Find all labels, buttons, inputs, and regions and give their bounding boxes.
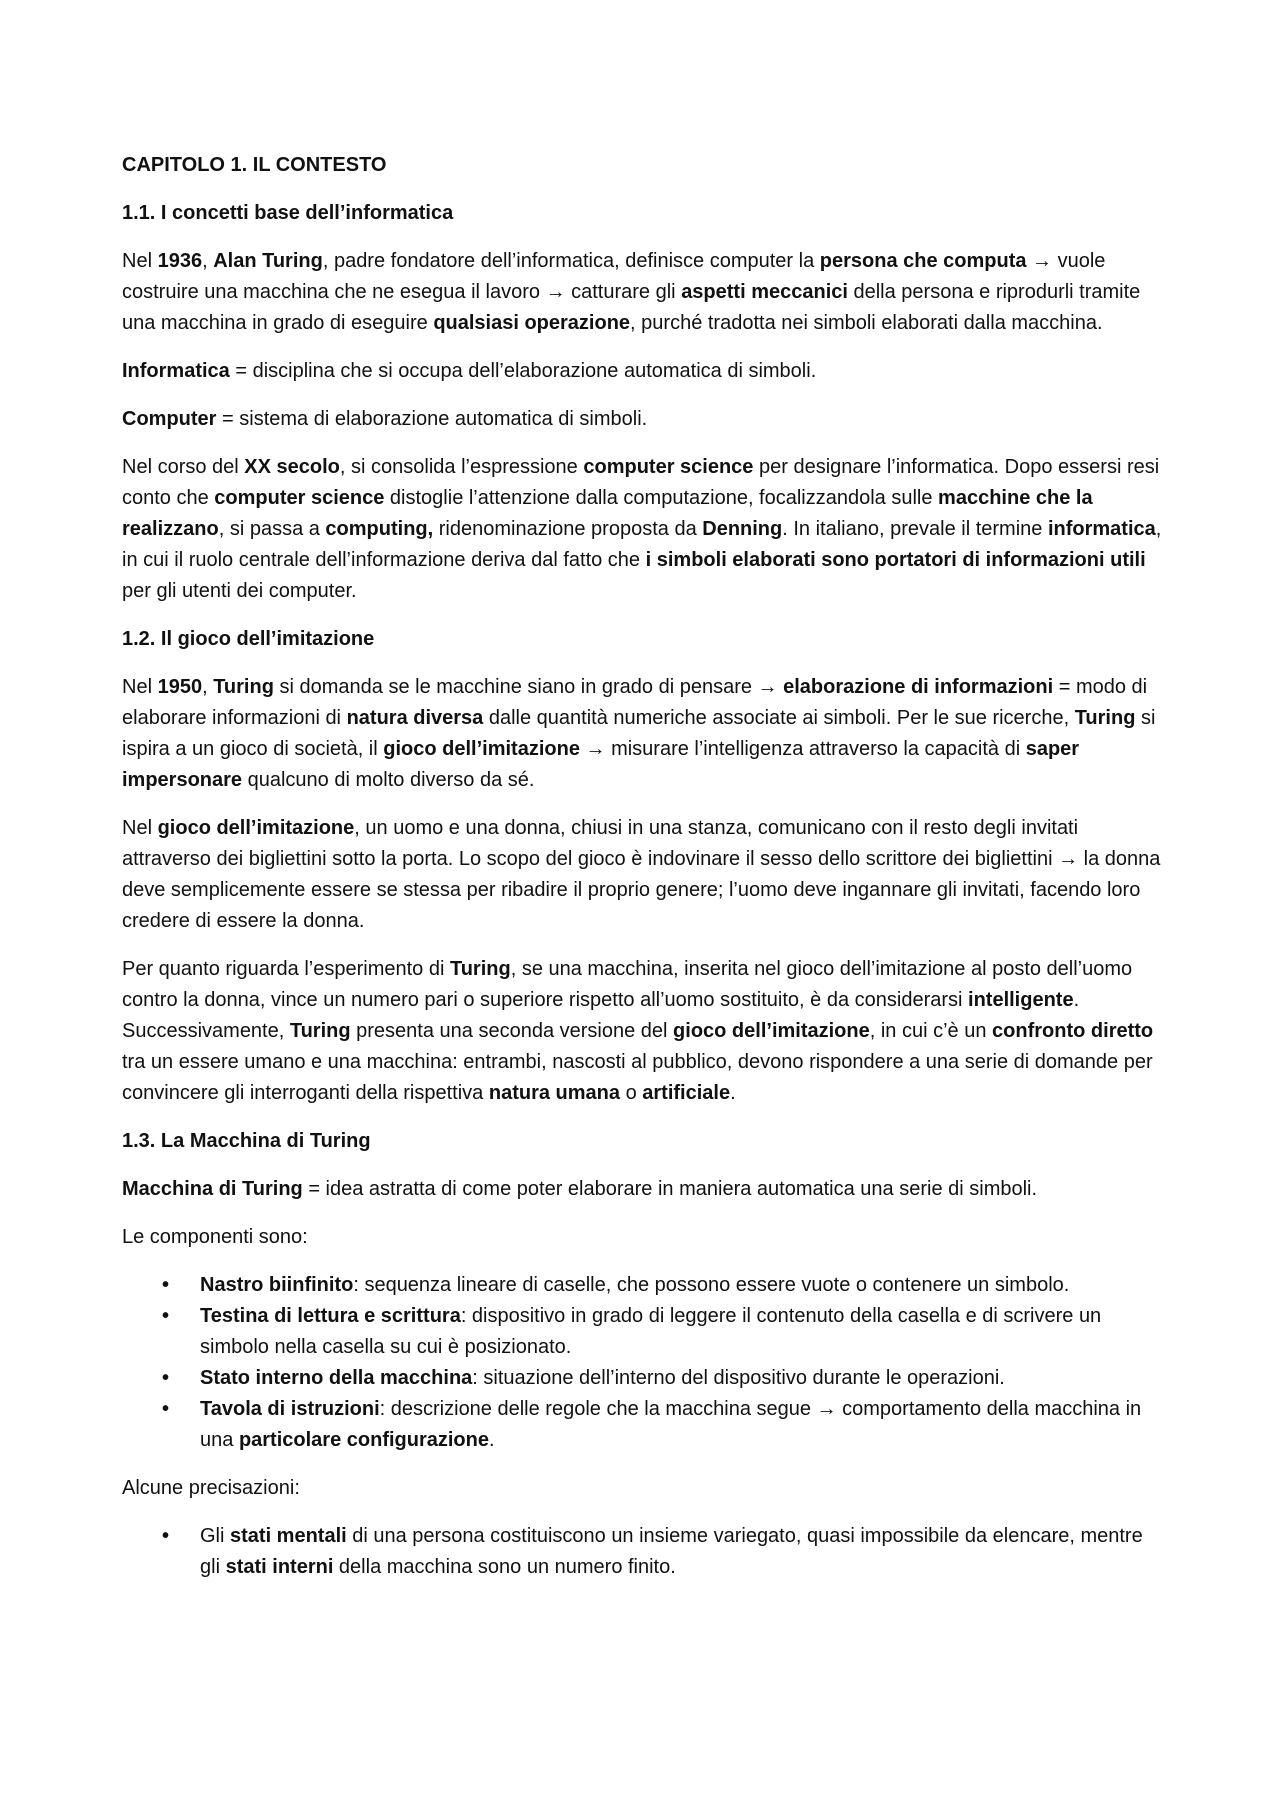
- bold-text: natura diversa: [346, 707, 484, 729]
- bullet-icon: •: [162, 1305, 170, 1327]
- bold-text: Turing: [1074, 707, 1136, 729]
- paragraph: [122, 813, 1167, 937]
- paragraph: [122, 672, 1167, 796]
- bullet-list: [122, 1521, 1167, 1583]
- bold-text: Turing: [449, 958, 511, 980]
- text-segment: = idea astratta di come poter elaborare in maniera automatica una serie di simboli.: [302, 1178, 1038, 1200]
- text-segment: . In italiano, prevale il termine: [782, 518, 1048, 540]
- list-item: [122, 1270, 1167, 1301]
- chapter-title: CAPITOLO 1. IL CONTESTO: [122, 154, 387, 176]
- bullet-icon: •: [162, 1398, 170, 1420]
- text-segment: della macchina sono un numero finito.: [333, 1556, 676, 1578]
- text-segment: Per quanto riguarda l’esperimento di: [122, 958, 450, 980]
- bullet-icon: •: [162, 1274, 170, 1296]
- bold-text: 1950: [157, 676, 203, 698]
- text-segment: : descrizione delle regole che la macchina segue → comportamento della macchina in una: [200, 1398, 1142, 1451]
- section-heading: 1.3. La Macchina di Turing: [122, 1130, 371, 1152]
- bold-text: stati mentali: [230, 1525, 347, 1547]
- section-heading: 1.1. I concetti base dell’informatica: [122, 202, 454, 224]
- bold-text: informatica: [1047, 518, 1156, 540]
- bold-text: aspetti meccanici: [681, 281, 848, 303]
- bold-text: Turing: [289, 1020, 351, 1042]
- text-segment: tra un essere umano e una macchina: entrambi, nascosti al pubblico, devono rispondere a una serie di domande per convincere gli interroganti della rispettiva: [122, 1051, 1153, 1104]
- bullet-list: [122, 1270, 1167, 1456]
- text-segment: presenta una seconda versione del: [350, 1020, 674, 1042]
- bold-text: Denning: [702, 518, 783, 540]
- text-segment: Nel: [122, 250, 158, 272]
- paragraph: [122, 404, 1167, 435]
- bullet-icon: •: [162, 1525, 170, 1547]
- text-segment: , in cui c’è un: [869, 1020, 993, 1042]
- text-segment: = sistema di elaborazione automatica di simboli.: [216, 408, 648, 430]
- list-item: [122, 1521, 1167, 1583]
- text-segment: : dispositivo in grado di leggere il contenuto della casella e di scrivere un simbolo nella casella su cui è posizionato.: [200, 1305, 1102, 1358]
- text-segment: = disciplina che si occupa dell’elaborazione automatica di simboli.: [229, 360, 817, 382]
- text-segment: : situazione dell’interno del dispositivo durante le operazioni.: [472, 1367, 1005, 1389]
- bold-text: XX secolo: [244, 456, 340, 478]
- text-segment: Gli: [200, 1525, 230, 1547]
- bold-text: Tavola di istruzioni: [200, 1398, 380, 1420]
- bold-text: particolare configurazione: [238, 1429, 489, 1451]
- bold-text: Stato interno della macchina: [200, 1367, 473, 1389]
- bold-text: qualsiasi operazione: [433, 312, 631, 334]
- text-segment: , si passa a: [218, 518, 326, 540]
- bullet-icon: •: [162, 1367, 170, 1389]
- text-segment: Alcune precisazioni:: [122, 1477, 300, 1499]
- text-segment: ridenominazione proposta da: [433, 518, 703, 540]
- bold-text: gioco dell’imitazione: [673, 1020, 870, 1042]
- bold-text: gioco dell’imitazione: [383, 738, 580, 760]
- paragraph: [122, 356, 1167, 387]
- bold-text: computer science: [214, 487, 385, 509]
- list-item: [122, 1394, 1167, 1456]
- bold-text: Informatica: [122, 360, 230, 382]
- bold-text: 1936: [157, 250, 203, 272]
- paragraph: [122, 1222, 1167, 1253]
- bold-text: artificiale: [642, 1082, 731, 1104]
- text-segment: Nel: [122, 676, 158, 698]
- bold-text: natura umana: [488, 1082, 621, 1104]
- paragraph: [122, 954, 1167, 1109]
- text-segment: per gli utenti dei computer.: [122, 580, 357, 602]
- text-segment: della persona e riprodurli tramite una macchina in grado di eseguire: [122, 281, 1141, 334]
- bold-text: Nastro biinfinito: [200, 1274, 354, 1296]
- text-segment: ,: [202, 250, 214, 272]
- text-segment: : sequenza lineare di caselle, che possono essere vuote o contenere un simbolo.: [353, 1274, 1070, 1296]
- text-segment: → vuole costruire una macchina che ne esegua il lavoro → catturare gli: [122, 250, 1106, 303]
- bold-text: macchine che la realizzano: [122, 487, 1093, 540]
- text-segment: = modo di elaborare informazioni di: [122, 676, 1148, 729]
- text-segment: si domanda se le macchine siano in grado di pensare →: [273, 676, 784, 698]
- list-item: [122, 1301, 1167, 1363]
- bold-text: stati interni: [225, 1556, 334, 1578]
- bold-text: computer science: [583, 456, 754, 478]
- bold-text: persona che computa: [819, 250, 1027, 272]
- bold-text: saper impersonare: [122, 738, 1080, 791]
- section-heading: 1.2. Il gioco dell’imitazione: [122, 628, 375, 650]
- document-body: [122, 198, 1167, 1583]
- bold-text: Turing: [213, 676, 274, 698]
- text-segment: , purché tradotta nei simboli elaborati dalla macchina.: [630, 312, 1103, 334]
- text-segment: qualcuno di molto diverso da sé.: [242, 769, 535, 791]
- text-segment: , in cui il ruolo centrale dell’informazione deriva dal fatto che: [122, 518, 1162, 571]
- bold-text: Macchina di Turing: [122, 1178, 303, 1200]
- paragraph: [122, 1473, 1167, 1504]
- text-segment: per designare l’informatica. Dopo essersi resi conto che: [122, 456, 1160, 509]
- bold-text: i simboli elaborati sono portatori di informazioni utili: [645, 549, 1146, 571]
- bold-text: confronto diretto: [992, 1020, 1154, 1042]
- text-segment: , si consolida l’espressione: [339, 456, 584, 478]
- text-segment: Nel: [122, 817, 158, 839]
- text-segment: dalle quantità numeriche associate ai simboli. Per le sue ricerche,: [483, 707, 1075, 729]
- bold-text: elaborazione di informazioni: [783, 676, 1054, 698]
- bold-text: computing,: [325, 518, 434, 540]
- text-segment: → misurare l’intelligenza attraverso la capacità di: [579, 738, 1026, 760]
- text-segment: . Successivamente,: [122, 989, 1080, 1042]
- document-page: [122, 150, 1167, 1600]
- text-segment: .: [489, 1429, 495, 1451]
- paragraph: [122, 452, 1167, 607]
- bold-text: Testina di lettura e scrittura: [200, 1305, 461, 1327]
- bold-text: Computer: [122, 408, 217, 430]
- paragraph: [122, 1174, 1167, 1205]
- paragraph: [122, 246, 1167, 339]
- text-segment: , padre fondatore dell’informatica, definisce computer la: [322, 250, 820, 272]
- text-segment: distoglie l’attenzione dalla computazione, focalizzandola sulle: [384, 487, 939, 509]
- list-item: [122, 1363, 1167, 1394]
- text-segment: di una persona costituiscono un insieme variegato, quasi impossibile da elencare, mentre gli: [200, 1525, 1143, 1578]
- text-segment: o: [620, 1082, 643, 1104]
- text-segment: ,: [202, 676, 214, 698]
- bold-text: Alan Turing: [213, 250, 323, 272]
- text-segment: .: [730, 1082, 736, 1104]
- text-segment: Le componenti sono:: [122, 1226, 308, 1248]
- text-segment: , se una macchina, inserita nel gioco dell’imitazione al posto dell’uomo contro la donna, vince un numero pari o superiore rispetto all’uomo sostituito, è da considerarsi: [122, 958, 1133, 1011]
- text-segment: , un uomo e una donna, chiusi in una stanza, comunicano con il resto degli invitati attraverso dei bigliettini sotto la porta. Lo scopo del gioco è indovinare il sesso dello scrittore dei bigliettini → la donna deve semplicemente essere se stessa per ribadire il proprio genere; l’uomo deve ingannare gli invitati, facendo loro credere di essere la donna.: [122, 817, 1161, 932]
- text-segment: si ispira a un gioco di società, il: [122, 707, 1156, 760]
- text-segment: Nel corso del: [122, 456, 245, 478]
- bold-text: gioco dell’imitazione: [157, 817, 355, 839]
- bold-text: intelligente: [968, 989, 1074, 1011]
